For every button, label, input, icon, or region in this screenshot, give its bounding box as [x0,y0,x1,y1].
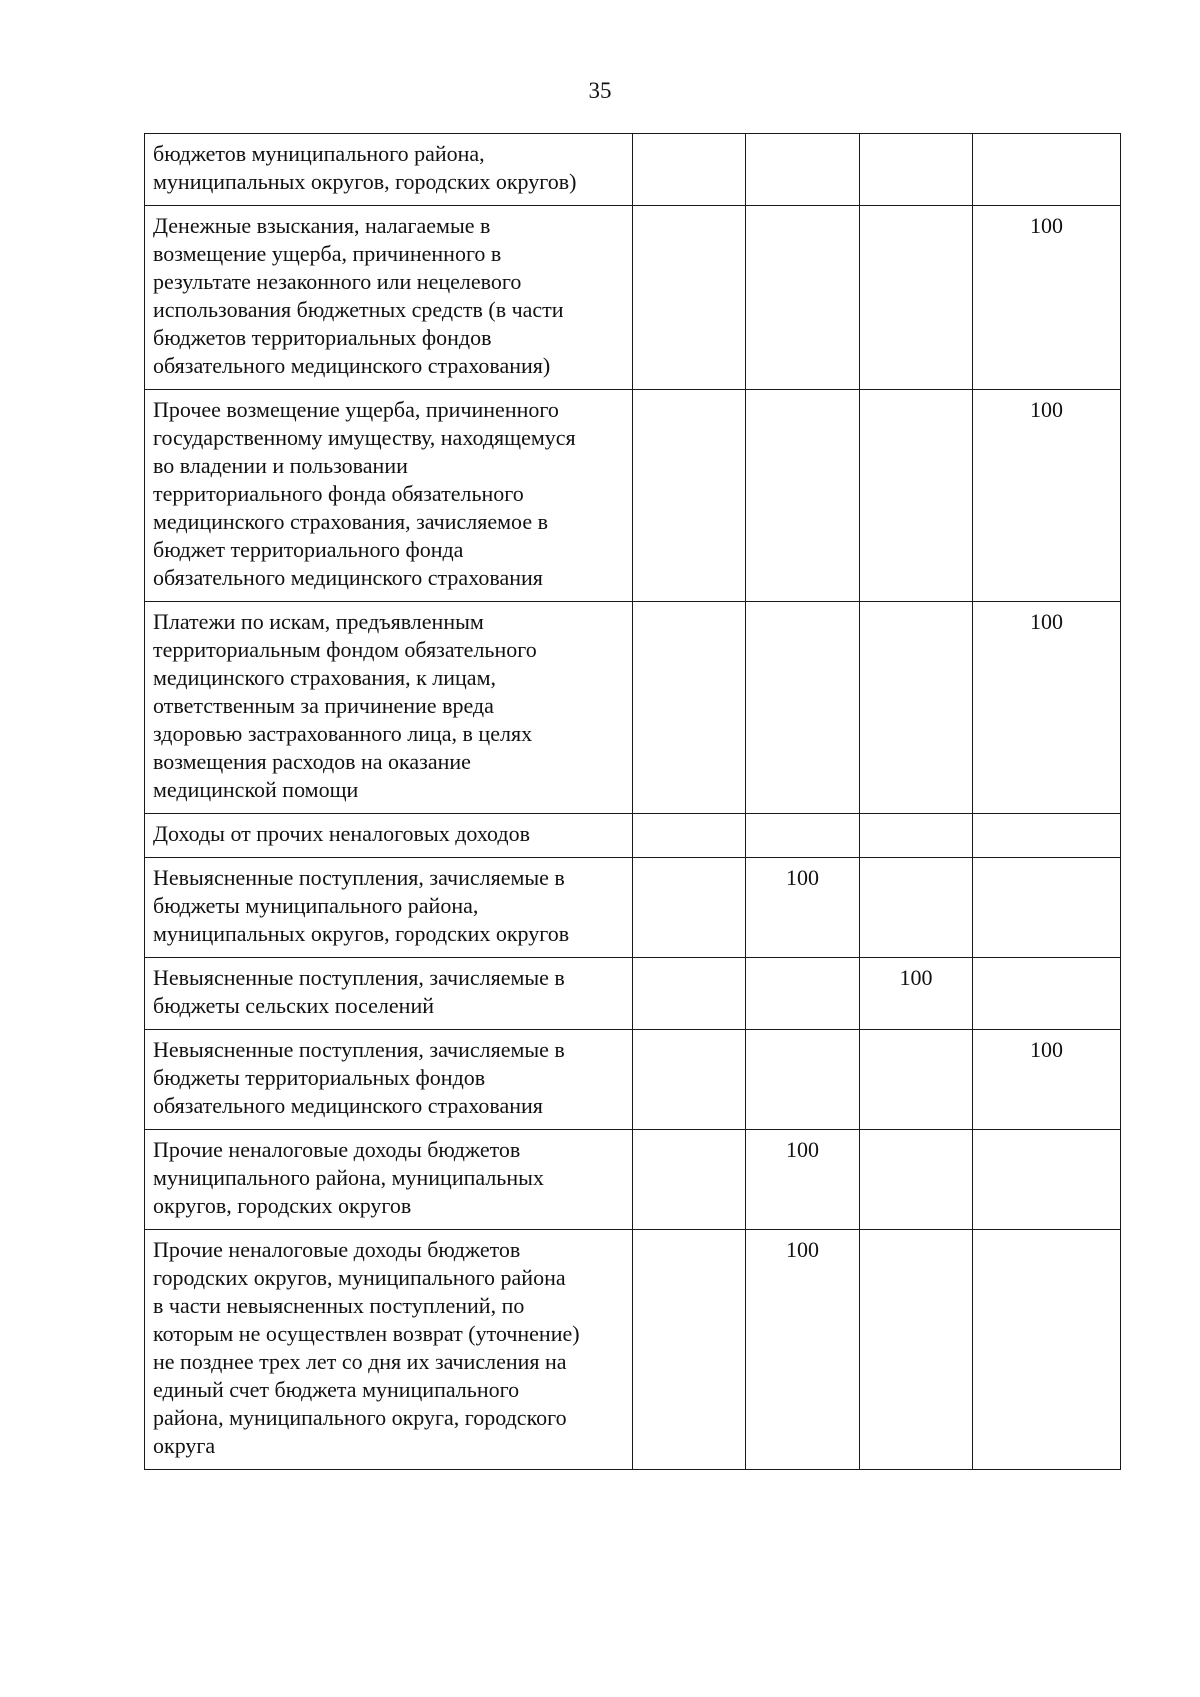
description-line: использования бюджетных средств (в части [153,297,564,322]
table-row [145,958,1121,1030]
description-line: Денежные взыскания, налагаемые в [153,213,491,238]
percentage-cell-a [633,958,746,1030]
percentage-cell-b [746,602,860,814]
description-line: возмещения расходов на оказание [153,749,471,774]
description-line: бюджет территориального фонда [153,537,464,562]
percentage-cell-b [746,134,860,206]
description-line: Прочие неналоговые доходы бюджетов [153,1237,521,1262]
percentage-cell-c [860,1130,973,1230]
description-line: не позднее трех лет со дня их зачисления на [153,1349,567,1374]
percentage-cell-d [973,1230,1121,1470]
percentage-cell-d [973,814,1121,858]
description-line: во владении и пользовании [153,453,408,478]
percentage-cell-c [860,1030,973,1130]
table-row [145,206,1121,390]
percentage-cell-b [746,390,860,602]
description-line: медицинской помощи [153,777,359,802]
description-line: возмещение ущерба, причиненного в [153,241,502,266]
row-description [145,958,633,1030]
row-description [145,390,633,602]
revenue-distribution-table [144,133,1121,1470]
percentage-cell-d [973,858,1121,958]
row-description [145,1230,633,1470]
description-line: территориальным фондом обязательного [153,637,537,662]
percentage-cell-c [860,206,973,390]
description-line: ответственным за причинение вреда [153,693,494,718]
percentage-cell-d: 100 [973,390,1121,602]
percentage-cell-b: 100 [746,1230,860,1470]
description-line: медицинского страхования, к лицам, [153,665,496,690]
row-description [145,858,633,958]
description-line: бюджетов муниципального района, [153,141,485,166]
description-line: Доходы от прочих неналоговых доходов [153,821,530,846]
row-description [145,1030,633,1130]
percentage-cell-a [633,390,746,602]
description-line: Невыясненные поступления, зачисляемые в [153,965,565,990]
description-line: городских округов, муниципального района [153,1265,566,1290]
description-line: Невыясненные поступления, зачисляемые в [153,1037,565,1062]
description-line: района, муниципального округа, городского [153,1405,567,1430]
percentage-cell-a [633,1230,746,1470]
table-body [145,134,1121,1470]
percentage-cell-a [633,814,746,858]
table-row [145,134,1121,206]
description-line: обязательного медицинского страхования [153,1093,543,1118]
description-line: результате незаконного или нецелевого [153,269,522,294]
description-line: Платежи по искам, предъявленным [153,609,484,634]
table-row [145,1230,1121,1470]
percentage-cell-c [860,390,973,602]
percentage-cell-c [860,134,973,206]
percentage-cell-a [633,1130,746,1230]
percentage-cell-b [746,814,860,858]
row-description [145,602,633,814]
description-line: муниципальных округов, городских округов [153,921,570,946]
description-line: Невыясненные поступления, зачисляемые в [153,865,565,890]
percentage-cell-a [633,206,746,390]
percentage-cell-c [860,602,973,814]
percentage-cell-c [860,814,973,858]
row-description [145,814,633,858]
percentage-cell-d [973,958,1121,1030]
description-line: муниципальных округов, городских округов) [153,169,577,194]
description-line: муниципального района, муниципальных [153,1165,544,1190]
table-row [145,602,1121,814]
description-line: бюджеты муниципального района, [153,893,479,918]
description-line: бюджетов территориальных фондов [153,325,492,350]
table-row [145,814,1121,858]
row-description [145,206,633,390]
percentage-cell-d: 100 [973,206,1121,390]
percentage-cell-a [633,1030,746,1130]
description-line: округов, городских округов [153,1193,412,1218]
description-line: государственному имуществу, находящемуся [153,425,576,450]
table-row [145,1030,1121,1130]
percentage-cell-d: 100 [973,1030,1121,1130]
percentage-cell-b [746,206,860,390]
percentage-cell-a [633,858,746,958]
description-line: обязательного медицинского страхования [153,565,543,590]
description-line: Прочее возмещение ущерба, причиненного [153,397,559,422]
description-line: единый счет бюджета муниципального [153,1377,520,1402]
description-line: которым не осуществлен возврат (уточнение) [153,1321,580,1346]
page-number: 35 [588,78,612,103]
description-line: территориального фонда обязательного [153,481,524,506]
row-description [145,134,633,206]
table-row [145,390,1121,602]
description-line: медицинского страхования, зачисляемое в [153,509,548,534]
percentage-cell-d [973,1130,1121,1230]
description-line: обязательного медицинского страхования) [153,353,551,378]
percentage-cell-c: 100 [860,958,973,1030]
description-line: в части невыясненных поступлений, по [153,1293,525,1318]
description-line: округа [153,1433,216,1458]
percentage-cell-c [860,1230,973,1470]
row-description [145,1130,633,1230]
percentage-cell-d: 100 [973,602,1121,814]
description-line: бюджеты территориальных фондов [153,1065,486,1090]
table-row [145,858,1121,958]
description-line: Прочие неналоговые доходы бюджетов [153,1137,521,1162]
percentage-cell-b [746,958,860,1030]
percentage-cell-d [973,134,1121,206]
description-line: здоровью застрахованного лица, в целях [153,721,533,746]
percentage-cell-a [633,134,746,206]
percentage-cell-b: 100 [746,858,860,958]
percentage-cell-a [633,602,746,814]
percentage-cell-b: 100 [746,1130,860,1230]
percentage-cell-b [746,1030,860,1130]
percentage-cell-c [860,858,973,958]
description-line: бюджеты сельских поселений [153,993,434,1018]
table-row [145,1130,1121,1230]
